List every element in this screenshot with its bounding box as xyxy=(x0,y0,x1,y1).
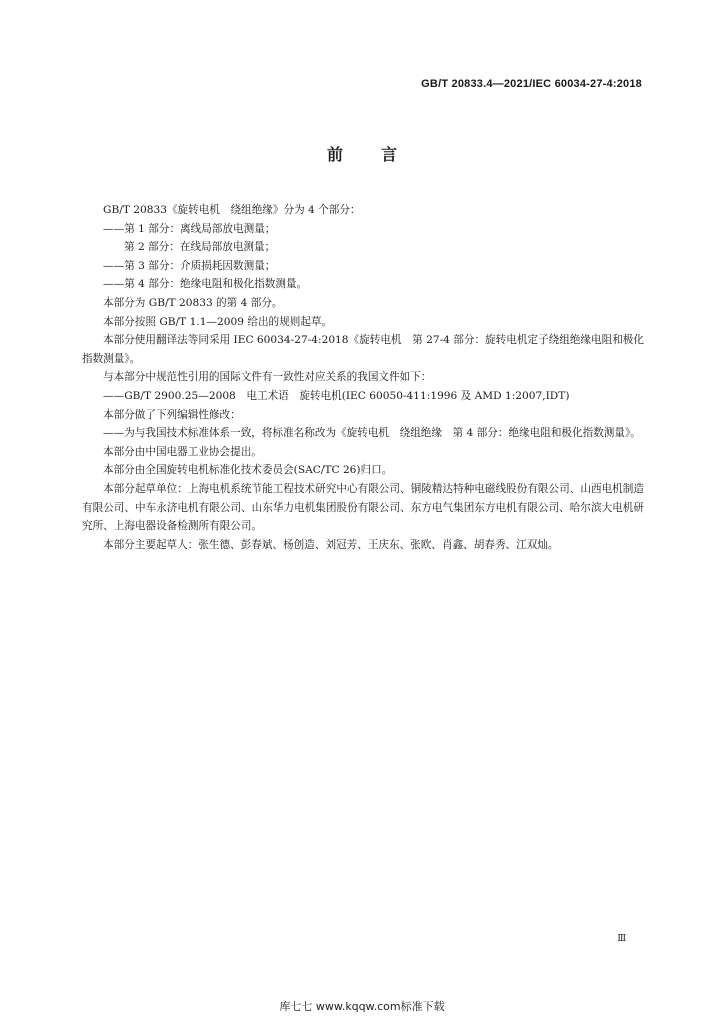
paragraph-adoption: 本部分使用翻译法等同采用 IEC 60034-27-4:2018《旋转电机 第 27-4 部分：旋转电机定子绕组绝缘电阻和极化指数测量》。 xyxy=(82,334,644,365)
paragraph-this-part: 本部分为 GB/T 20833 的第 4 部分。 xyxy=(103,296,283,309)
list-item-editorial-change: ——为与我国技术标准体系一致，将标准名称改为《旋转电机 绕组绝缘 第 4 部分：绝缘电阻和极化指数测量》。 xyxy=(103,427,641,440)
foreword-body xyxy=(82,201,644,554)
paragraph-drafting-units: 本部分起草单位：上海电机系统节能工程技术研究中心有限公司、铜陵精达特种电磁线股份有限公司、山西电机制造有限公司、中车永济电机有限公司、山东华力电机集团股份有限公司、东方电气集团东方电机有限公司、哈尔滨大电机研究所、上海电器设备检测所有限公司。 xyxy=(82,482,644,533)
paragraph-parts-intro: GB/T 20833《旋转电机 绕组绝缘》分为 4 个部分： xyxy=(103,204,361,216)
list-item-part-2: 第 2 部分：在线局部放电测量； xyxy=(124,241,276,254)
list-item-part-1: ——第 1 部分：离线局部放电测量； xyxy=(103,222,276,235)
paragraph-normative-refs: 与本部分中规范性引用的国际文件有一致性对应关系的我国文件如下： xyxy=(103,371,432,384)
paragraph-centralized-by: 本部分由全国旋转电机标准化技术委员会(SAC/TC 26)归口。 xyxy=(103,464,393,477)
list-item-part-4: ——第 4 部分：绝缘电阻和极化指数测量。 xyxy=(103,278,308,291)
standard-number-header: GB/T 20833.4—2021/IEC 60034-27-4:2018 xyxy=(421,78,642,90)
footer-watermark: 库七七 www.kqqw.com标准下载 xyxy=(279,1000,445,1013)
list-item-part-3: ——第 3 部分：介质损耗因数测量； xyxy=(103,259,276,272)
paragraph-drafters: 本部分主要起草人：张生德、彭春斌、杨创造、刘冠芳、王庆东、张欧、肖鑫、胡春秀、江双灿。 xyxy=(103,538,559,551)
list-item-normative-ref: ——GB/T 2900.25—2008 电工术语 旋转电机(IEC 60050-411:1996 及 AMD 1:2007,IDT) xyxy=(103,389,570,402)
paragraph-drafting-rules: 本部分按照 GB/T 1.1—2009 给出的规则起草。 xyxy=(103,315,333,328)
paragraph-proposed-by: 本部分由中国电器工业协会提出。 xyxy=(103,445,262,458)
paragraph-editorial-changes: 本部分做了下列编辑性修改： xyxy=(103,408,241,421)
page-title: 前言 xyxy=(326,145,435,164)
page-number: Ⅲ xyxy=(617,934,626,944)
